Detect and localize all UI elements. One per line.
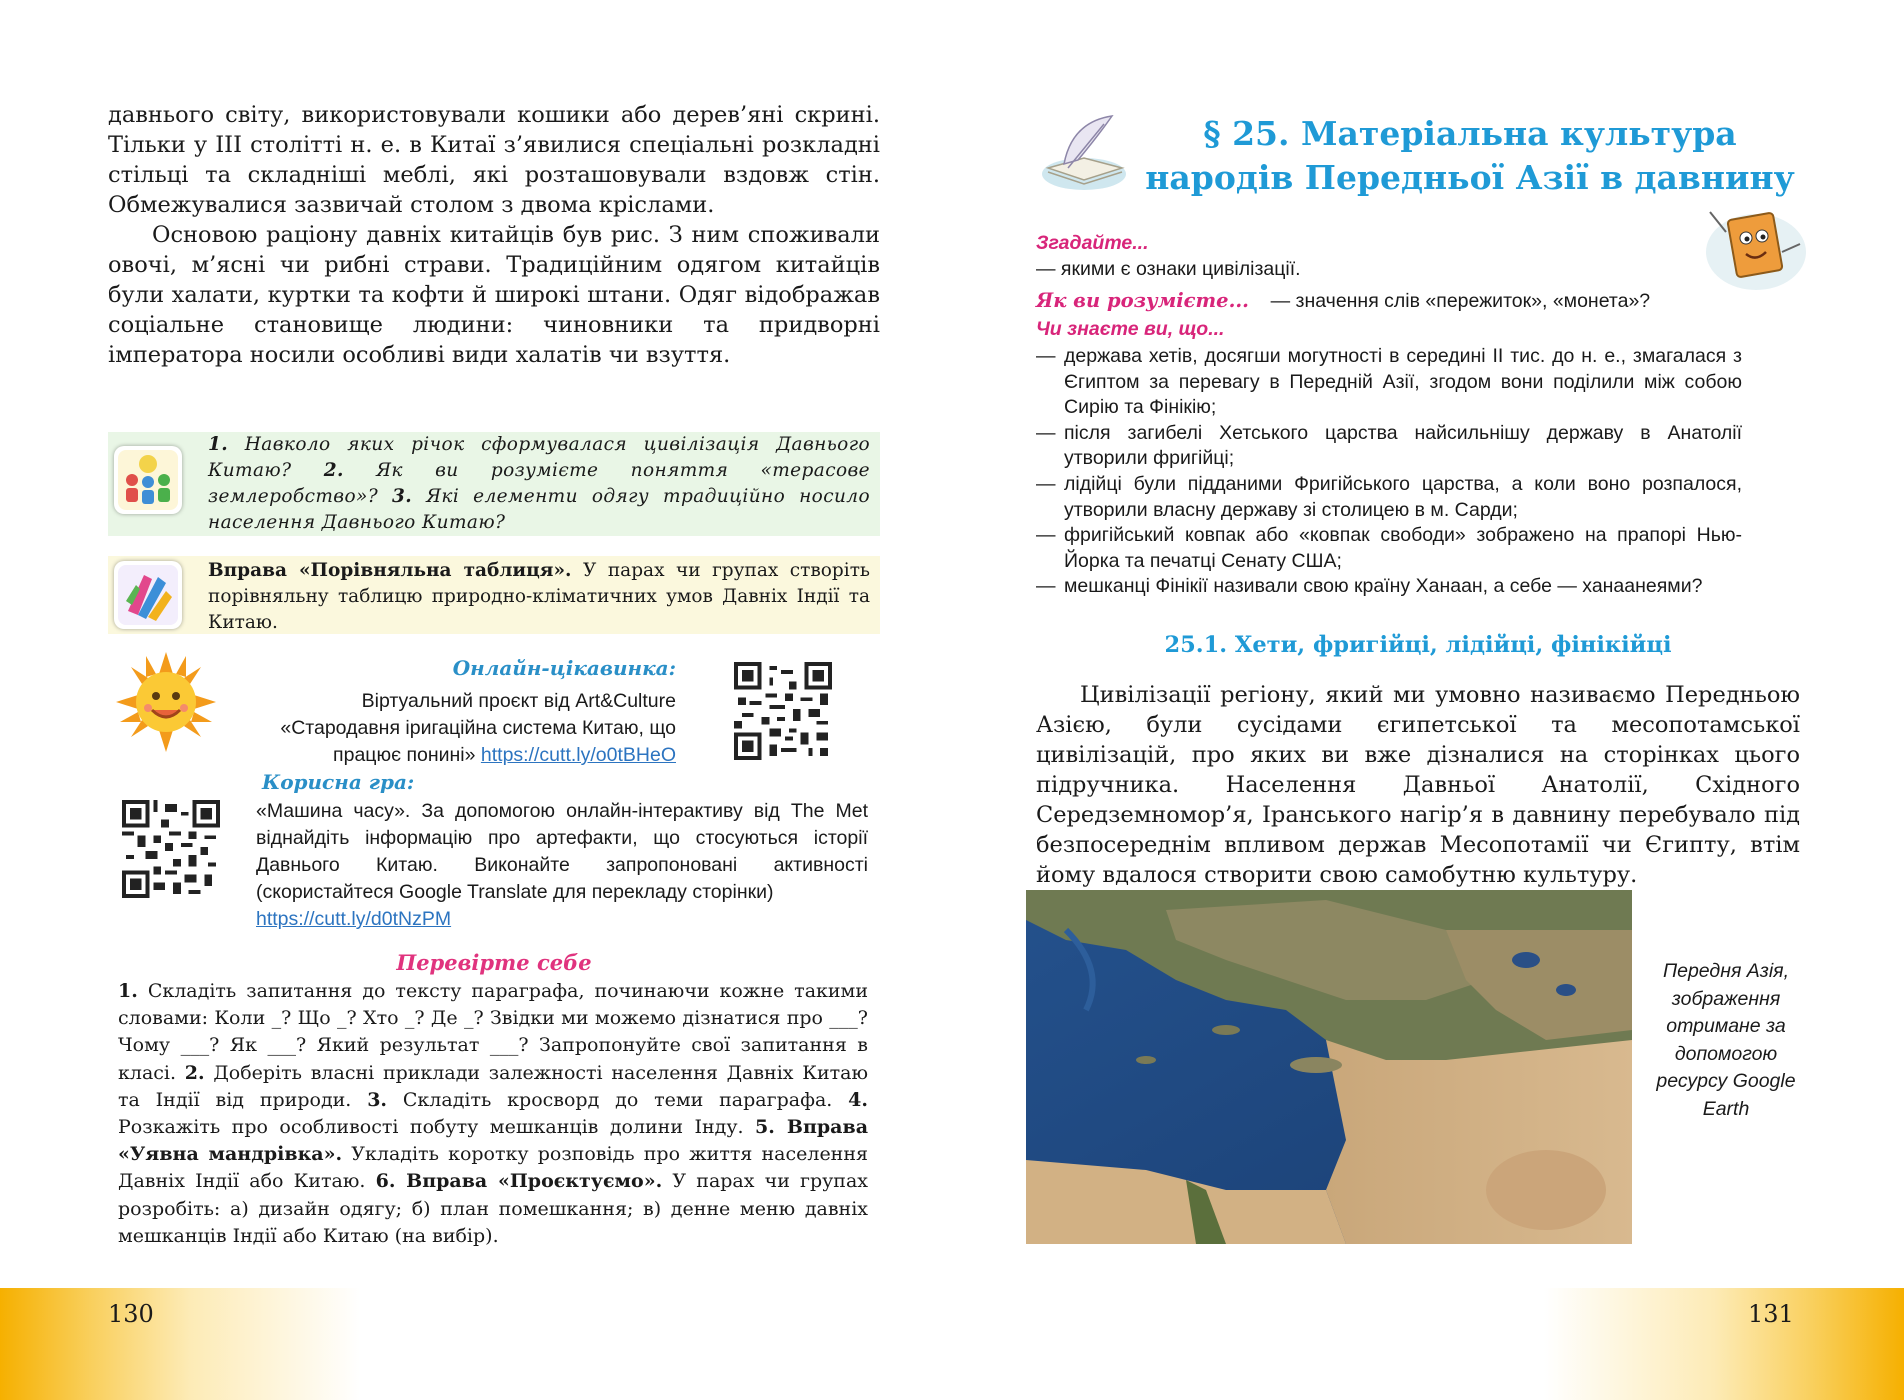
online-link[interactable]: https://cutt.ly/o0tBHeO bbox=[480, 744, 676, 766]
qr-code-icon bbox=[122, 800, 220, 898]
list-item: — держава хетів, досягши могутності в середині ІІ тис. до н. е., змагалася з Єгиптом за перевагу в Передній Азії, згодом вони поділили між собою Сирію та Фінікію; bbox=[1036, 345, 1742, 419]
right-page bbox=[952, 0, 1904, 1400]
page-title: § 25. Матеріальна культура народів Передньої Азії в давнину bbox=[1145, 114, 1795, 197]
paragraph-1: давнього світу, використовували кошики або дерев’яні скрині. Тільки у ІІІ столітті н. е. в Китаї з’явилися спеціальні розкладні стільці та складніші меблі, які розташовували вздовж стін. Обмежувалися зазвичай столом з двома кріслами. bbox=[108, 102, 880, 218]
book-character-icon bbox=[1696, 202, 1808, 294]
online-text: Віртуальний проєкт від Art&Culture «Стародавня іригаційна система Китаю, що працює понині» https://cutt.ly/o0tBHeO bbox=[280, 690, 676, 766]
sun-icon bbox=[116, 652, 216, 752]
paragraph-2: Основою раціону давніх китайців був рис. З ним споживали овочі, м’ясні чи рибні страви. Традиційним одягом китайців були халати, куртки та кофти й широкі штани. Одяг відображав соціальне становище людини: чиновники та придворні імператора носили особливі види халатів чи взуття. bbox=[108, 222, 880, 368]
list-item: — лідійці були підданими Фригійського царства, а коли воно розпалося, утворили власну державу зі столицею в м. Сарди; bbox=[1036, 472, 1742, 521]
list-item: — фригійський ковпак або «ковпак свободи» зображено на прапорі Нью-Йорка та печатці Сенату США; bbox=[1036, 524, 1742, 572]
check-text: 1. Складіть запитання до тексту параграфа, починаючи кожне такими словами: Коли _? Що _? Хто _? Де _? Звідки ми можемо дізнатися про ___? Чому ___? Як ___? Який результат ___? Запропонуйте свої запитання в класі. 2. Доберіть власні приклади залежності населення Давніх Китаю та Індії від природи. 3. Складіть кросворд до теми параграфа. 4. Розкажіть про особливості побуту мешканців долини Інду. 5. Вправа «Уявна мандрівка». Укладіть коротку розповідь про життя населення Давніх Індії або Китаю. 6. Вправа «Проєктуємо». У парах чи групах розробіть: а) дизайн одягу; б) план помешкання; в) денне меню давніх мешканців Індії або Китаю (на вибір). bbox=[118, 980, 869, 1247]
questions-box bbox=[108, 432, 880, 536]
page-number-left: 130 bbox=[108, 1300, 154, 1328]
facts-list bbox=[1036, 344, 1742, 600]
list-item: — мешканці Фінікії називали свою країну Ханаан, а себе — ханаанеями? bbox=[1036, 575, 1703, 598]
understand-line: Як ви розумієте... — значення слів «пережиток», «монета»? bbox=[1036, 289, 1651, 312]
list-item: — після загибелі Хетського царства найсильнішу державу в Анатолії утворили фригійці; bbox=[1036, 421, 1742, 470]
questions-text: 1. Навколо яких річок сформувалася цивілізація Давнього Китаю? 2. Як ви розумієте поняття «терасове землеробство»? 3. Які елементи одягу традиційно носило населення Давнього Китаю? bbox=[208, 434, 871, 533]
check-title: Перевірте себе bbox=[396, 950, 592, 975]
recall-text: — якими є ознаки цивілізації. bbox=[1036, 258, 1301, 280]
exercise-box bbox=[108, 556, 880, 634]
section-text: Цивілізації регіону, який ми умовно називаємо Передньою Азією, були сусідами єгипетської та месопотамської цивілізацій, про яких ви вже дізналися на сторінках цього підручника. Населення Давньої Анатолії, Східного Середземномор’я, Іранського нагір’я в давнину перебувало під безпосереднім впливом держав Месопотамії чи Єгипту, втім йому вдалося створити свою самобутню культуру. bbox=[1036, 682, 1800, 888]
page-number-right: 131 bbox=[1748, 1300, 1794, 1328]
hands-exercise-icon bbox=[114, 561, 182, 629]
text-block-left bbox=[108, 100, 880, 370]
game-title: Корисна гра: bbox=[262, 770, 415, 794]
game-link[interactable]: https://cutt.ly/d0tNzPM bbox=[256, 908, 452, 930]
exercise-text: Вправа «Порівняльна таблиця». У парах чи групах створіть порівняльну таблицю природно-кліматичних умов Давніх Індії та Китаю. bbox=[208, 560, 870, 633]
recall-label: Згадайте... bbox=[1036, 232, 1149, 254]
know-label: Чи знаєте ви, що... bbox=[1036, 318, 1225, 340]
questions-people-icon bbox=[114, 446, 182, 514]
game-text: «Машина часу». За допомогою онлайн-інтерактиву від The Met віднайдіть інформацію про артефакти, що стосуються історії Давнього Китаю. Виконайте запропоновані активності (скористайтеся Google Translate для перекладу сторінки) https://cutt.ly/d0tNzPM bbox=[256, 800, 868, 930]
map-caption: Передня Азія, зображення отримане за допомогою ресурсу Google Earth bbox=[1656, 960, 1796, 1120]
online-title: Онлайн-цікавинка: bbox=[452, 656, 676, 680]
qr-code-icon bbox=[734, 662, 832, 760]
section-title: 25.1. Хети, фригійці, лідійці, фінікійці bbox=[1164, 632, 1672, 658]
map-image bbox=[1026, 890, 1632, 1244]
